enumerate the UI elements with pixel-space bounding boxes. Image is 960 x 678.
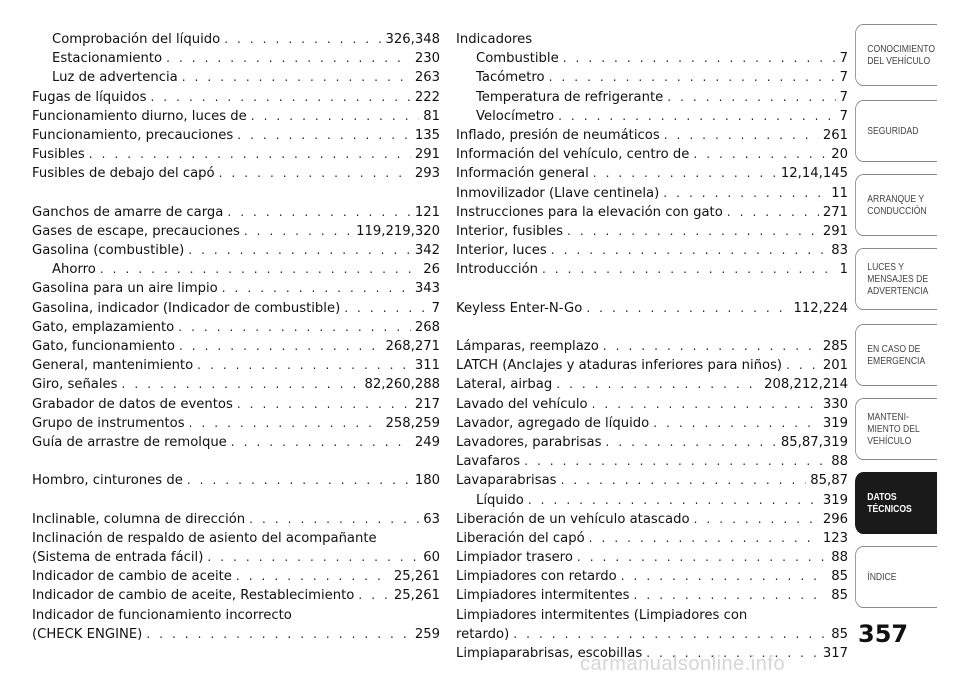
index-entry-label: Gasolina, indicador (Indicador de combustible) — [32, 300, 341, 316]
index-entry-label: Ganchos de amarre de carga — [32, 204, 224, 220]
page-number: 357 — [858, 620, 909, 648]
index-entry[interactable] — [32, 222, 440, 241]
dot-leader — [551, 241, 827, 260]
index-entry-page: 85,87,319 — [780, 434, 848, 450]
dot-leader — [567, 222, 819, 241]
index-entry-page: 342 — [414, 243, 440, 259]
index-entry-page: 343 — [414, 281, 440, 297]
index-entry[interactable] — [32, 299, 440, 318]
index-entry-label: Lavaparabrisas — [456, 473, 557, 489]
index-entry-page: 85 — [831, 569, 848, 585]
dot-leader — [558, 107, 836, 126]
index-subentry[interactable] — [456, 49, 848, 68]
index-entry-page: 293 — [414, 166, 440, 182]
dot-leader — [150, 88, 410, 107]
index-entry-page: 7 — [839, 89, 848, 105]
dot-leader — [244, 222, 352, 241]
section-tab[interactable] — [855, 472, 937, 534]
index-entry-label: Fusibles de debajo del capó — [32, 166, 215, 182]
index-entry-page: 263 — [414, 70, 440, 86]
index-entry-page: 208,212,214 — [764, 377, 848, 393]
index-entry-label: Fugas de líquidos — [32, 89, 147, 105]
index-entry[interactable] — [456, 375, 848, 394]
index-entry-page: 319 — [822, 492, 848, 508]
index-entry-page: 222 — [414, 89, 440, 105]
index-entry-page: 7 — [839, 70, 848, 86]
index-entry[interactable] — [32, 606, 440, 625]
index-entry[interactable] — [32, 318, 440, 337]
index-entry-label: Líquido — [476, 492, 524, 508]
index-entry-page: 123 — [822, 530, 848, 546]
index-entry[interactable] — [456, 30, 848, 49]
index-entry-label: Limpiador trasero — [456, 550, 573, 566]
index-entry-label: Lavadores, parabrisas — [456, 434, 602, 450]
section-tab-label: CONOCIMIENTO DEL VEHÍCULO — [867, 43, 936, 67]
index-entry-label: Grabador de datos de eventos — [32, 396, 233, 412]
index-entry[interactable] — [456, 299, 848, 318]
index-entry-page: 311 — [414, 358, 440, 374]
dot-leader — [561, 471, 807, 490]
dot-leader — [663, 184, 827, 203]
index-column-right — [456, 30, 848, 663]
section-tabs — [855, 14, 960, 614]
index-subentry[interactable] — [456, 491, 848, 510]
dot-leader — [249, 510, 419, 529]
index-entry-page: 261 — [822, 127, 848, 143]
index-entry[interactable] — [32, 414, 440, 433]
index-entry-label: Limpiadores intermitentes (Limpiadores con — [456, 607, 748, 623]
section-tab[interactable] — [855, 174, 937, 236]
index-entry-page: 296 — [822, 511, 848, 527]
index-entry-label: Inmovilizador (Llave centinela) — [456, 185, 660, 201]
index-spacer — [456, 279, 848, 298]
dot-leader — [667, 88, 835, 107]
dot-leader — [577, 548, 827, 567]
section-tab[interactable] — [855, 24, 937, 86]
index-entry[interactable] — [32, 510, 440, 529]
dot-leader — [786, 356, 819, 375]
index-entry-page: 259 — [414, 626, 440, 642]
index-entry-page: 326,348 — [385, 32, 440, 47]
dot-leader — [236, 567, 390, 586]
index-subentry[interactable] — [456, 107, 848, 126]
index-entry-page: 217 — [414, 396, 440, 412]
index-entry-label: Lavado del vehículo — [456, 396, 588, 412]
index-entry-label: Información general — [456, 166, 589, 182]
index-entry[interactable] — [32, 548, 440, 567]
index-entry-label: Inclinable, columna de dirección — [32, 511, 246, 527]
index-entry-label: Lateral, airbag — [456, 377, 553, 393]
index-entry-label: Funcionamiento, precauciones — [32, 127, 234, 143]
dot-leader — [358, 586, 389, 605]
section-tab-label: LUCES Y MENSAJES DE ADVERTENCIA — [867, 261, 929, 297]
dot-leader — [606, 433, 777, 452]
index-entry[interactable] — [456, 414, 848, 433]
index-entry-label: Temperatura de refrigerante — [476, 89, 664, 105]
index-entry-page: 7 — [839, 51, 848, 67]
index-entry-label: Inflado, presión de neumáticos — [456, 127, 660, 143]
section-tab-label: SEGURIDAD — [867, 125, 919, 137]
index-entry-label: Limpiaparabrisas, escobillas — [456, 646, 643, 661]
section-tab-label: EN CASO DE EMERGENCIA — [867, 343, 926, 367]
index-entry[interactable] — [456, 222, 848, 241]
index-entry-page: 12,14,145 — [780, 166, 848, 182]
index-subentry[interactable] — [32, 260, 440, 279]
index-entry[interactable] — [32, 279, 440, 298]
dot-leader — [563, 49, 836, 68]
index-entry-page: 85 — [831, 626, 848, 642]
index-entry[interactable] — [456, 241, 848, 260]
index-entry[interactable] — [456, 567, 848, 586]
index-subentry[interactable] — [32, 49, 440, 68]
index-entry[interactable] — [456, 471, 848, 490]
index-entry-label: Limpiadores intermitentes — [456, 588, 630, 604]
index-entry[interactable] — [32, 356, 440, 375]
index-entry[interactable] — [32, 126, 440, 145]
index-entry[interactable] — [32, 164, 440, 183]
index-entry-label: retardo) — [456, 626, 510, 642]
dot-leader — [542, 260, 836, 279]
dot-leader — [188, 241, 411, 260]
dot-leader — [207, 548, 419, 567]
index-entry-label: Velocímetro — [476, 108, 555, 124]
index-entry[interactable] — [32, 107, 440, 126]
index-entry-page: 88 — [831, 550, 848, 566]
index-entry-label: Keyless Enter-N-Go — [456, 300, 583, 316]
index-entry-label: Lavador, agregado de líquido — [456, 415, 650, 431]
dot-leader — [222, 279, 411, 298]
index-entry-label: Gato, funcionamiento — [32, 339, 175, 354]
index-entry[interactable] — [32, 203, 440, 222]
index-entry-page: 20 — [831, 147, 848, 163]
dot-leader — [592, 395, 819, 414]
index-entry-page: 26 — [423, 262, 440, 278]
dot-leader — [528, 491, 819, 510]
index-entry[interactable] — [456, 356, 848, 375]
dot-leader — [621, 567, 828, 586]
dot-leader — [231, 433, 411, 452]
dot-leader — [727, 203, 819, 222]
index-entry[interactable] — [456, 452, 848, 471]
index-entry-label: Gasolina (combustible) — [32, 243, 185, 259]
section-tab[interactable] — [855, 546, 937, 608]
index-entry[interactable] — [32, 375, 440, 394]
section-tab[interactable] — [855, 398, 937, 460]
index-entry-page: 291 — [414, 147, 440, 163]
section-tab-label: ÍNDICE — [867, 571, 897, 583]
index-entry-label: Funcionamiento diurno, luces de — [32, 108, 247, 124]
dot-leader — [100, 260, 419, 279]
index-entry[interactable] — [456, 586, 848, 605]
dot-leader — [237, 126, 411, 145]
index-entry-label: Gato, emplazamiento — [32, 319, 175, 335]
index-entry-page: 83 — [831, 243, 848, 259]
dot-leader — [197, 356, 411, 375]
index-entry-page: 180 — [414, 473, 440, 489]
dot-leader — [224, 30, 381, 49]
index-entry-label: Guía de arrastre de remolque — [32, 434, 227, 450]
dot-leader — [524, 452, 827, 471]
dot-leader — [589, 529, 819, 548]
index-entry-page: 258,259 — [385, 415, 440, 431]
index-entry[interactable] — [456, 184, 848, 203]
index-entry-page: 25,261 — [393, 588, 440, 604]
dot-leader — [593, 164, 777, 183]
dot-leader — [89, 145, 411, 164]
index-entry-label: Estacionamiento — [52, 51, 163, 67]
index-entry[interactable] — [456, 625, 848, 644]
index-entry-label: Indicador de cambio de aceite — [32, 569, 232, 585]
index-entry[interactable] — [456, 548, 848, 567]
index-entry[interactable] — [456, 145, 848, 164]
dot-leader — [556, 375, 760, 394]
index-spacer — [32, 491, 440, 510]
index-entry[interactable] — [32, 625, 440, 644]
index-entry-page: 317 — [822, 646, 848, 661]
index-column-left — [32, 30, 440, 644]
index-entry-label: Información del vehículo, centro de — [456, 147, 690, 163]
index-entry-label: Instrucciones para la elevación con gato — [456, 204, 723, 220]
index-entry-label: Luz de advertencia — [52, 70, 178, 86]
index-entry-page: 25,261 — [393, 569, 440, 585]
index-spacer — [32, 184, 440, 203]
index-entry[interactable] — [32, 88, 440, 107]
section-tab-label: MANTENI- MIENTO DEL VEHÍCULO — [867, 411, 920, 447]
index-entry-page: 249 — [414, 434, 440, 450]
index-entry-label: (CHECK ENGINE) — [32, 626, 143, 642]
index-entry-page: 230 — [414, 51, 440, 67]
index-entry[interactable] — [456, 395, 848, 414]
index-subentry[interactable] — [32, 68, 440, 87]
index-entry[interactable] — [32, 567, 440, 586]
dot-leader — [146, 625, 411, 644]
index-entry[interactable] — [456, 203, 848, 222]
index-entry-page: 81 — [423, 108, 440, 124]
index-entry-label: Lavafaros — [456, 454, 521, 470]
dot-leader — [694, 510, 819, 529]
index-entry-label: Lámparas, reemplazo — [456, 339, 599, 354]
dot-leader — [179, 337, 382, 356]
index-entry-page: 7 — [431, 300, 440, 316]
index-spacer — [456, 318, 848, 337]
index-entry-page: 60 — [423, 550, 440, 566]
dot-leader — [227, 203, 410, 222]
dot-leader — [549, 68, 836, 87]
dot-leader — [513, 625, 827, 644]
index-entry-page: 82,260,288 — [364, 377, 440, 393]
section-tab[interactable] — [855, 248, 937, 310]
index-entry-label: Hombro, cinturones de — [32, 473, 183, 489]
section-tab[interactable] — [855, 100, 937, 162]
index-entry-label: Limpiadores con retardo — [456, 569, 617, 585]
index-entry-label: Interior, luces — [456, 243, 547, 259]
dot-leader — [219, 164, 411, 183]
dot-leader — [178, 318, 411, 337]
index-entry-label: (Sistema de entrada fácil) — [32, 550, 204, 566]
index-entry-label: Inclinación de respaldo de asiento del acompañante — [32, 530, 377, 546]
index-entry-label: Introducción — [456, 262, 538, 278]
index-entry-label: Combustible — [476, 51, 559, 67]
index-entry[interactable] — [32, 337, 440, 356]
index-entry-label: Interior, fusibles — [456, 223, 564, 239]
index-subentry[interactable] — [456, 68, 848, 87]
dot-leader — [653, 414, 819, 433]
index-entry[interactable] — [32, 471, 440, 490]
index-entry-page: 201 — [822, 358, 848, 374]
dot-leader — [237, 395, 411, 414]
index-entry-label: Ahorro — [52, 262, 96, 278]
index-entry[interactable] — [456, 529, 848, 548]
index-entry-label: Grupo de instrumentos — [32, 415, 185, 431]
index-entry-page: 291 — [822, 223, 848, 239]
dot-leader — [189, 414, 382, 433]
dot-leader — [634, 586, 828, 605]
index-entry-label: General, mantenimiento — [32, 358, 194, 374]
index-entry-page: 11 — [831, 185, 848, 201]
index-entry-label: Gasolina para un aire limpio — [32, 281, 218, 297]
dot-leader — [182, 68, 411, 87]
index-entry-page: 271 — [822, 204, 848, 220]
index-entry[interactable] — [32, 433, 440, 452]
index-entry[interactable] — [32, 529, 440, 548]
section-tab-label: DATOS TÉCNICOS — [867, 491, 912, 515]
index-entry-label: Indicadores — [456, 32, 533, 47]
index-entry-page: 85,87 — [810, 473, 848, 489]
index-entry-page: 7 — [839, 108, 848, 124]
index-entry-label: Comprobación del líquido — [52, 32, 221, 47]
index-entry-page: 135 — [414, 127, 440, 143]
index-entry-page: 268 — [414, 319, 440, 335]
dot-leader — [122, 375, 361, 394]
dot-leader — [603, 337, 819, 356]
dot-leader — [586, 299, 789, 318]
index-subentry[interactable] — [456, 88, 848, 107]
index-entry-label: LATCH (Anclajes y ataduras inferiores para niños) — [456, 358, 783, 374]
index-entry[interactable] — [32, 395, 440, 414]
index-entry-label: Gases de escape, precauciones — [32, 223, 240, 239]
index-entry-page: 285 — [822, 339, 848, 354]
dot-leader — [166, 49, 411, 68]
index-entry-page: 63 — [423, 511, 440, 527]
index-entry-label: Indicador de cambio de aceite, Restablecimiento — [32, 588, 355, 604]
index-entry[interactable] — [456, 164, 848, 183]
index-entry-page: 88 — [831, 454, 848, 470]
dot-leader — [251, 107, 419, 126]
index-entry-label: Liberación del capó — [456, 530, 585, 546]
index-entry-page: 112,224 — [793, 300, 848, 316]
index-spacer — [32, 452, 440, 471]
index-entry-page: 119,219,320 — [356, 223, 440, 239]
index-entry-page: 319 — [822, 415, 848, 431]
dot-leader — [664, 126, 819, 145]
index-entry[interactable] — [456, 126, 848, 145]
index-entry[interactable] — [456, 260, 848, 279]
index-entry-page: 330 — [822, 396, 848, 412]
index-entry[interactable] — [456, 606, 848, 625]
dot-leader — [693, 145, 827, 164]
index-entry[interactable] — [456, 433, 848, 452]
index-entry[interactable] — [456, 510, 848, 529]
dot-leader — [344, 299, 427, 318]
index-entry[interactable] — [456, 337, 848, 356]
index-entry-label: Liberación de un vehículo atascado — [456, 511, 690, 527]
index-subentry[interactable] — [32, 30, 440, 49]
section-tab[interactable] — [855, 324, 937, 386]
index-entry-page: 268,271 — [385, 339, 440, 354]
index-entry[interactable] — [32, 145, 440, 164]
index-entry-label: Tacómetro — [476, 70, 545, 86]
section-tab-label: ARRANQUE Y CONDUCCIÓN — [867, 193, 927, 217]
index-entry-page: 85 — [831, 588, 848, 604]
index-entry[interactable] — [32, 586, 440, 605]
index-entry[interactable] — [32, 241, 440, 260]
index-entry-label: Indicador de funcionamiento incorrecto — [32, 607, 292, 623]
index-entry-page: 1 — [839, 262, 848, 278]
index-entry-page: 121 — [414, 204, 440, 220]
watermark: carmanualsonline.info — [580, 653, 786, 675]
index-entry-label: Fusibles — [32, 147, 85, 163]
dot-leader — [187, 471, 411, 490]
index-entry-label: Giro, señales — [32, 377, 118, 393]
